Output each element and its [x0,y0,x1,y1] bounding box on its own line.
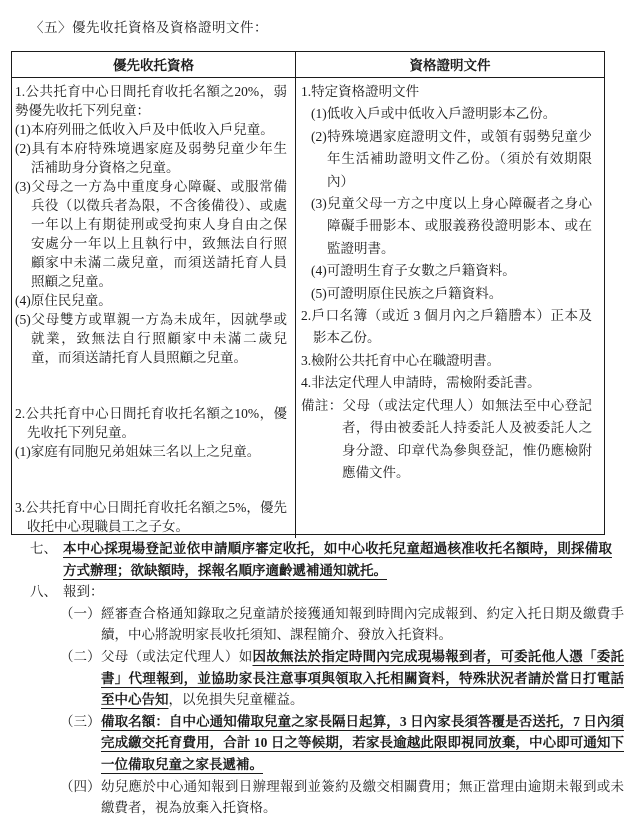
column-header-priority-qualification: 優先收托資格 [12,52,296,77]
page-title: 〈五〉優先收托資格及資格證明文件： [30,20,268,35]
document-item-2: 2.戶口名簿（或近 3 個月內之戶籍謄本）正本及影本乙份。 [301,308,592,346]
document-remark: 備註：父母（或法定代理人）如無法至中心登記者，得由被委託人持委託人及被委託人之身分證、印章代為參與登記，惟仍應檢附應備文件。 [301,397,592,480]
report-item-3 [60,711,624,776]
priority-qualification-cell [12,78,296,538]
report-item-1-number: （一） [60,605,101,621]
section-seven-text: 本中心採現場登記並依申請順序審定收托，如中心收托兒童超過核准收托名額時，則採備取方式辦理；欲缺額時，採報名順序適齡遞補通知就托。 [63,541,612,578]
report-item-2-text: 父母（或法定代理人）如因故無法於指定時間內完成現場報到者，可委託他人憑「委託書」代理報到，並協助家長注意事項與領取入托相關資料，特殊狀況者請於當日打電話至中心告知，以免損失兒童權益。 [101,648,625,708]
document-item-1: 1.特定資格證明文件 [301,84,420,99]
section-seven-number: 七、 [30,541,57,556]
document-item-1-sub-4: (4)可證明生育子女數之戶籍資料。 [311,263,516,279]
priority-item-1-sub-3: (3)父母之一方為中重度身心障礙、或服常備兵役（以徵兵者為限，不含後備役）、或處一年以上有期徒刑或受拘束人身自由之保安處分一年以上且執行中，致無法自行照顧家中未滿二歲兒童，而須送請托育人員照顧之兒童。 [15,179,287,289]
priority-item-3: 3.公共托育中心日間托育收托名額之5%，優先收托中心現職員工之子女。 [15,500,287,534]
section-seven [30,538,624,581]
priority-item-2-sub-1: (1)家庭有同胞兄弟姐妹三名以上之兒童。 [15,444,261,459]
section-eight-title: 報到： [63,584,104,600]
document-item-3: 3.檢附公共托育中心在職證明書。 [301,352,501,368]
document-item-1-sub-5: (5)可證明原住民族之戶籍資料。 [311,285,503,301]
report-item-4 [60,776,624,819]
section-eight-number: 八、 [30,584,57,600]
report-item-1-text: 經審查合格通知錄取之兒童請於接獲通知報到時間內完成報到、約定入托日期及繳費手續，中心將說明家長收托須知、課程簡介、發放入托資料。 [101,605,624,643]
report-item-2 [60,646,624,711]
report-item-3-text: 備取名額：自中心通知備取兒童之家長隔日起算，3 日內家長須答覆是否送托，7 日內須完成繳交托育費用，合計 10 日之等候期，若家長逾越此限即視同放棄，中心即可通知下一位備取兒童之家長遞補。 [101,713,624,772]
report-item-1 [60,603,624,646]
section-eight [30,581,624,603]
document-item-1-sub-1: (1)低收入戶或中低收入戶證明影本乙份。 [311,106,557,122]
priority-item-1-sub-4: (4)原住民兒童。 [15,293,112,308]
qualification-table [11,51,605,535]
document-item-1-sub-2: (2)特殊境遇家庭證明文件，或領有弱勢兒童少年生活補助證明文件乙份。（須於有效期限內） [311,128,592,189]
priority-item-1-sub-2: (2)具有本府特殊境遇家庭及弱勢兒童少年生活補助身分資格之兒童。 [15,141,287,175]
table-header-row [12,52,604,78]
report-item-4-text: 幼兒應於中心通知報到日辦理報到並簽約及繳交相關費用；無正當理由逾期未報到或未繳費者，視為放棄入托資格。 [101,778,624,816]
document-item-4: 4.非法定代理人申請時，需檢附委託書。 [301,375,541,391]
priority-item-1: 1.公共托育中心日間托育收托名額之20%，弱勢優先收托下列兒童： [15,84,287,118]
table-body-row [12,78,604,538]
report-item-4-number: （四） [60,778,101,794]
document-item-1-sub-3: (3)兒童父母一方之中度以上身心障礙者之身心障礙手冊影本、或服義務役證明影本、或在監證明書。 [311,196,592,256]
report-item-2-number: （二） [60,648,101,664]
priority-item-2: 2.公共托育中心日間托育收托名額之10%，優先收托下列兒童。 [15,406,287,440]
column-header-certification-documents: 資格證明文件 [409,58,491,73]
priority-item-1-sub-5: (5)父母雙方或單親一方為未成年，因就學或就業，致無法自行照顧家中未滿二歲兒童，而須送請托育人員照顧之兒童。 [15,312,287,365]
bottom-notes [30,538,624,819]
priority-item-1-sub-1: (1)本府列冊之低收入戶及中低收入戶兒童。 [15,122,274,137]
certification-documents-cell [296,78,604,538]
report-item-3-number: （三） [60,713,101,729]
